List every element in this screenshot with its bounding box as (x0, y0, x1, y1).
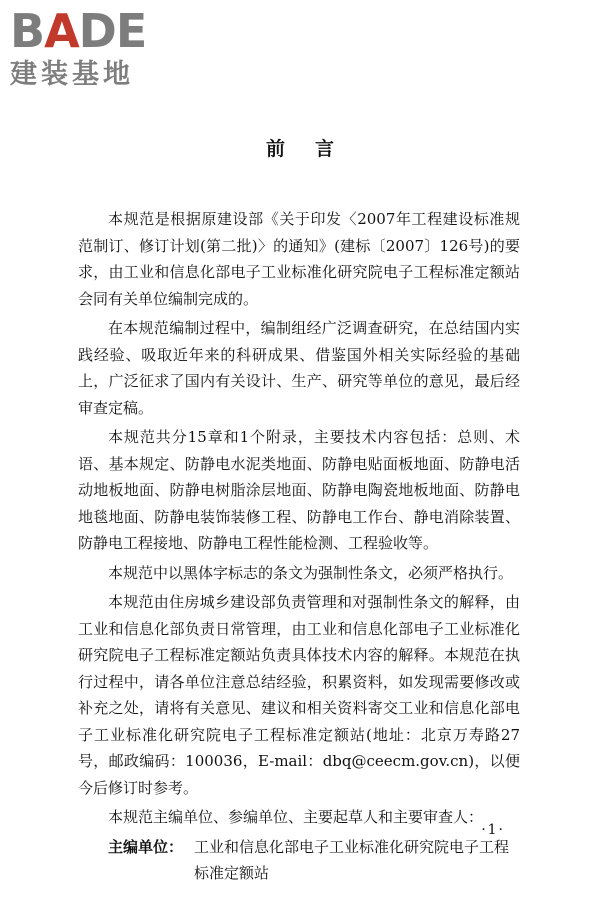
logo-accent-letter: A (44, 4, 79, 58)
preface-body (78, 206, 520, 887)
logo-wordmark: BADE (10, 4, 147, 58)
paragraph-4: 本规范中以黑体字标志的条文为强制性条文，必须严格执行。 (108, 563, 514, 582)
paragraph-6: 本规范主编单位、参编单位、主要起草人和主要审查人： (108, 808, 484, 826)
page-title: 前言 (265, 138, 364, 160)
paragraph-3: 本规范共分15章和1个附录，主要技术内容包括：总则、术语、基本规定、防静电水泥类地面、防静电贴面板地面、防静电活动地板地面、防静电树脂涂层地面、防静电陶瓷地板地面、防静电地毯地面、防静电装饰装修工程、防静电工作台、静电消除装置、防静电工程接地、防静电工程性能检测、工程验收等。 (78, 428, 520, 552)
paragraph-2: 在本规范编制过程中，编制组经广泛调查研究，在总结国内实践经验、吸取近年来的科研成果、借鉴国外相关实际经验的基础上，广泛征求了国内有关设计、生产、研究等单位的意见，最后经审查定稿。 (78, 319, 520, 417)
paragraph-5: 本规范由住房城乡建设部负责管理和对强制性条文的解释，由工业和信息化部负责日常管理，由工业和信息化部电子工业标准化研究院电子工程标准定额站负责具体技术内容的解释。本规范在执行过程中，请各单位注意总结经验，积累资料，如发现需要修改或补充之处，请将有关意见、建议和相关资料寄交工业和信息化部电子工业标准化研究院电子工程标准定额站(地址：北京万寿路27号，邮政编码：100036，E-mail：dbq@ceecm.gov.cn)，以便今后修订时参考。 (78, 593, 520, 797)
page-number: ·1· (481, 822, 505, 838)
logo-subtitle: 建装基地 (10, 59, 134, 90)
chief-editor-label: 主编单位： (108, 837, 184, 856)
chief-editor-value: 工业和信息化部电子工业标准化研究院电子工程标准定额站 (194, 837, 510, 882)
paragraph-1: 本规范是根据原建设部《关于印发〈2007年工程建设标准规范制订、修订计划(第二批)〉的通知》(建标〔2007〕126号)的要求，由工业和信息化部电子工业标准化研究院电子工程标准定额站会同有关单位编制完成的。 (78, 210, 520, 308)
chief-editor-row (78, 834, 520, 887)
bade-logo (10, 4, 180, 90)
